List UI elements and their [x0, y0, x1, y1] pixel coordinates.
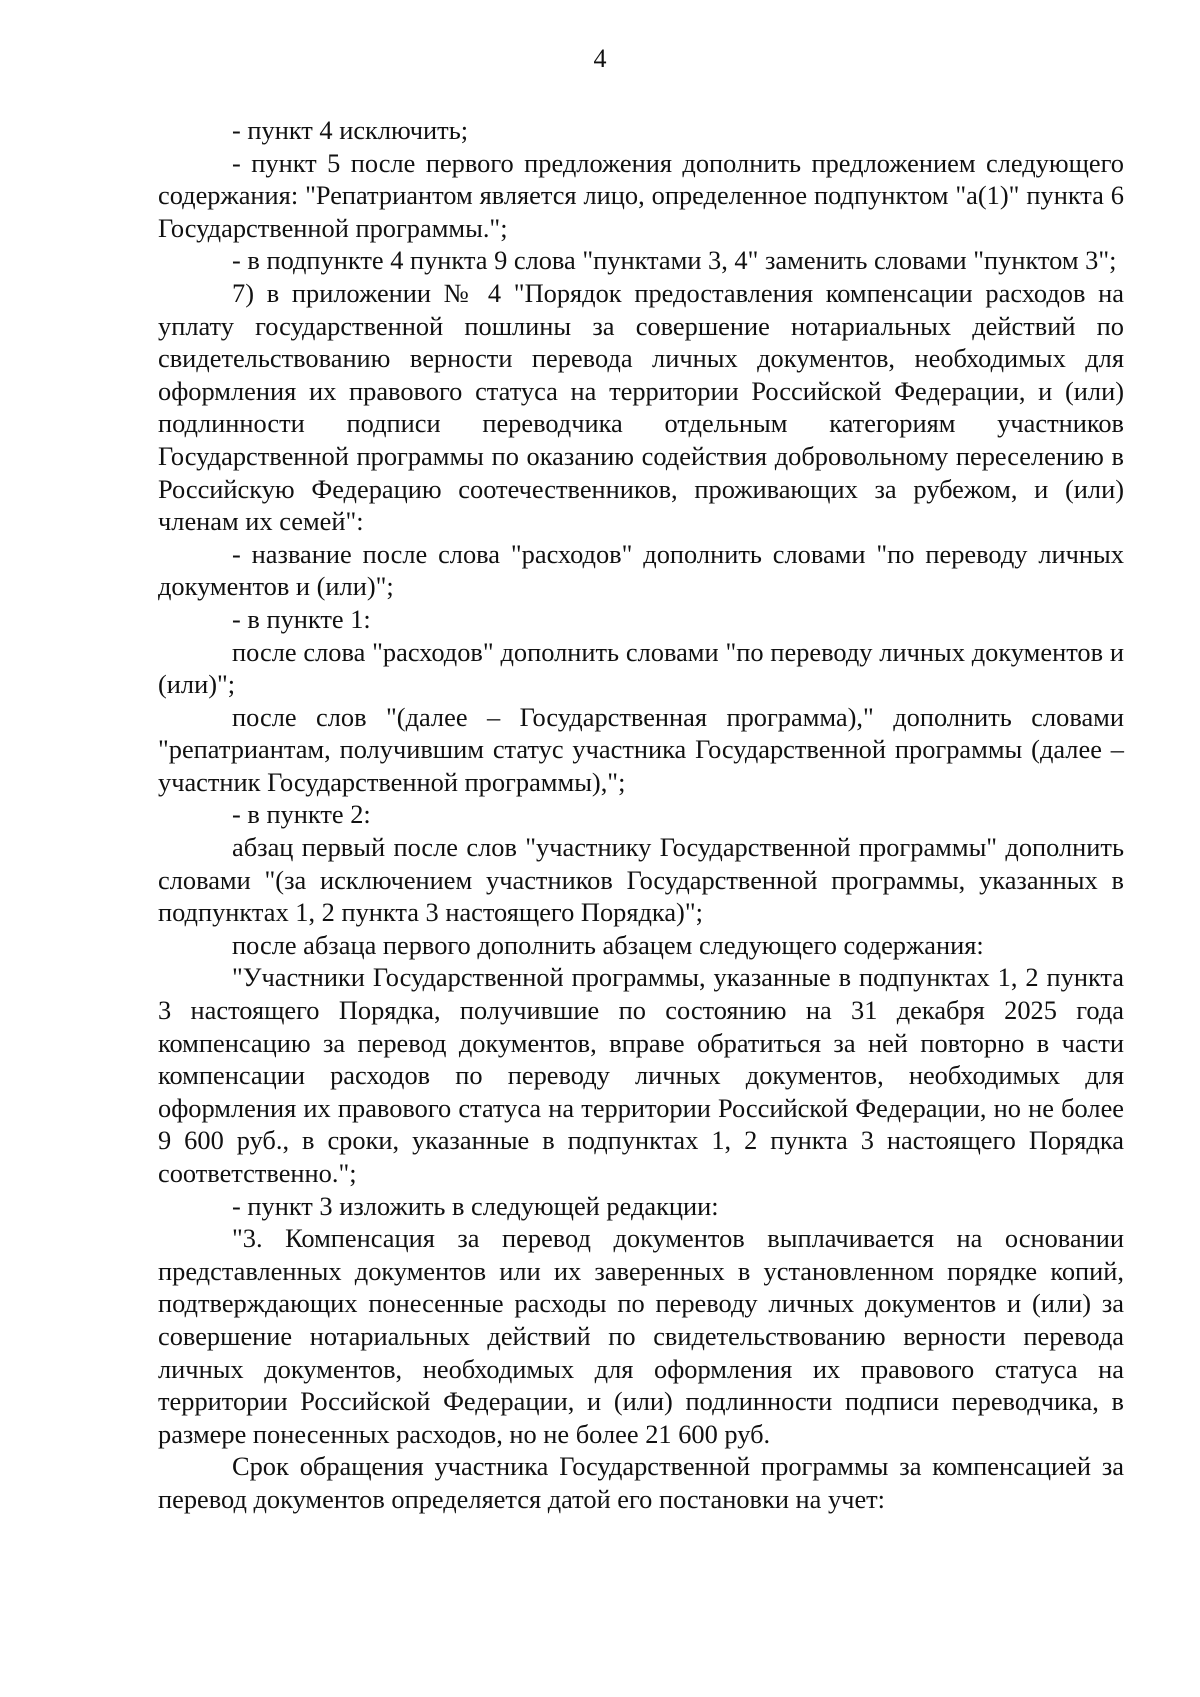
paragraph-in-item-2: - в пункте 2: — [232, 799, 371, 830]
paragraph-appendix-4-heading: 7) в приложении № 4 "Порядок предоставления компенсации расходов на уплату государственной пошлины за совершение нотариальных действий по свидетельствованию верности перевода личных документов, необходимых для оформления их правового статуса на территории Российской Федерации, и (или) подлинности подписи переводчика отдельным категориям участников Государственной программы по оказанию содействия добровольному переселению в Российскую Федерацию соотечественников, проживающих за рубежом, и (или) членам их семей": — [158, 277, 1124, 537]
paragraph-item-2-change-a: абзац первый после слов "участнику Государственной программы" дополнить словами "(за исключением участников Государственной программы, указанных в подпунктах 1, 2 пункта 3 настоящего Порядка)"; — [158, 832, 1124, 928]
paragraph-in-item-1: - в пункте 1: — [232, 603, 371, 634]
paragraph-item-1-change-b: после слов "(далее – Государственная программа)," дополнить словами "репатриантам, получившим статус участника Государственной программы (далее – участник Государственной программы),"; — [158, 701, 1124, 797]
paragraph-item-5-amendment: - пункт 5 после первого предложения дополнить предложением следующего содержания: "Репатриантом является лицо, определенное подпунктом "а(1)" пункта 6 Государственной программы."; — [158, 147, 1124, 243]
paragraph-deadline: Срок обращения участника Государственной программы за компенсацией за перевод документов определяется датой его постановки на учет: — [158, 1451, 1124, 1514]
paragraph-item-3-restate: - пункт 3 изложить в следующей редакции: — [232, 1190, 719, 1221]
paragraph-new-abzac: "Участники Государственной программы, указанные в подпунктах 1, 2 пункта 3 настоящего Порядка, получившие по состоянию на 31 декабря 2025 года компенсацию за перевод документов, вправе обратиться за ней повторно в части компенсации расходов по переводу личных документов, необходимых для оформления их правового статуса на территории Российской Федерации, но не более 9 600 руб., в сроки, указанные в подпунктах 1, 2 пункта 3 настоящего Порядка соответственно."; — [158, 962, 1124, 1188]
paragraph-title-amendment: - название после слова "расходов" дополнить словами "по переводу личных документов и (или)"; — [158, 538, 1124, 602]
paragraph-item-1-change-a: после слова "расходов" дополнить словами "по переводу личных документов и (или)"; — [158, 636, 1124, 700]
page-number: 4 — [593, 44, 607, 73]
document-body — [158, 114, 1124, 1516]
paragraph-item-3-new-text: "3. Компенсация за перевод документов выплачивается на основании представленных документов или их заверенных в установленном порядке копий, подтверждающих понесенные расходы по переводу личных документов и (или) за совершение нотариальных действий по свидетельствованию верности перевода личных документов, необходимых для оформления их правового статуса на территории Российской Федерации, и (или) подлинности подписи переводчика, в размере понесенных расходов, но не более 21 600 руб. — [158, 1223, 1124, 1449]
paragraph-item-2-change-b: после абзаца первого дополнить абзацем следующего содержания: — [232, 929, 984, 960]
paragraph-delete-item-4: - пункт 4 исключить; — [232, 115, 469, 145]
paragraph-item-9-amendment: - в подпункте 4 пункта 9 слова "пунктами 3, 4" заменить словами "пунктом 3"; — [232, 245, 1117, 276]
